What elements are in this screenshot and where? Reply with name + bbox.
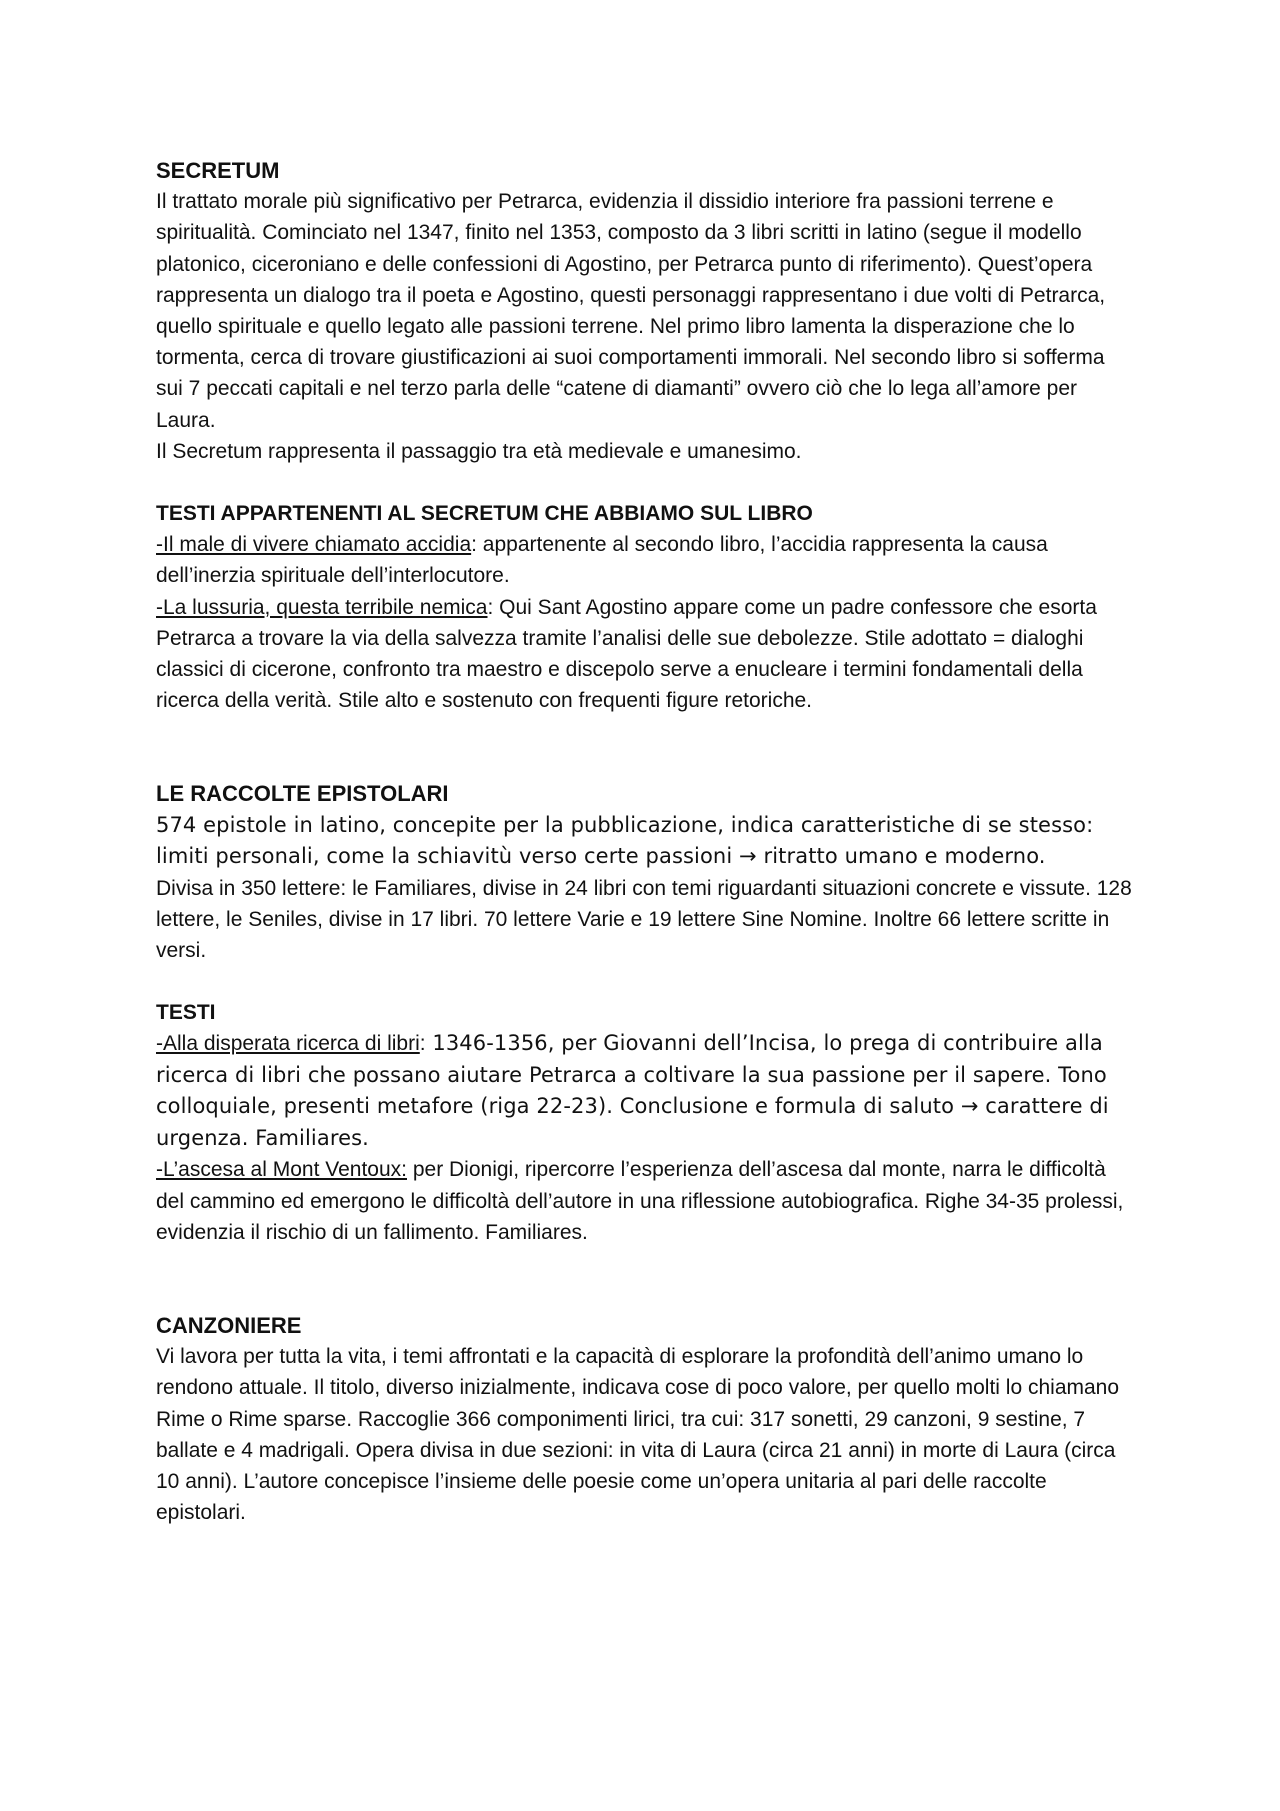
spacer: [156, 716, 1136, 778]
testi-secretum-item-2: [156, 592, 1136, 717]
section-epistolari: [156, 778, 1136, 966]
secretum-body: Il trattato morale più significativo per Petrarca, evidenzia il dissidio interiore fra passioni terrene e spiritualità. Cominciato nel 1347, finito nel 1353, composto da 3 libri scritti in latino (segue il modello platonico, ciceroniano e delle confessioni di Agostino, per Petrarca punto di riferimento). Quest’opera rappresenta un dialogo tra il poeta e Agostino, questi personaggi rappresentano i due volti di Petrarca, quello spirituale e quello legato alle passioni terrene. Nel primo libro lamenta la disperazione che lo tormenta, cerca di trovare giustificazioni ai suoi comportamenti immorali. Nel secondo libro si sofferma sui 7 peccati capitali e nel terzo parla delle “catene di diamanti” ovvero ciò che lo lega all’amore per Laura.: [156, 190, 1106, 432]
canzoniere-body: Vi lavora per tutta la vita, i temi affrontati e la capacità di esplorare la profondità dell’animo umano lo rendono attuale. Il titolo, diverso inizialmente, indicava cose di poco valore, per quello molti lo chiamano Rime o Rime sparse. Raccoglie 366 componimenti lirici, tra cui: 317 sonetti, 29 canzoni, 9 sestine, 7 ballate e 4 madrigali. Opera divisa in due sezioni: in vita di Laura (circa 21 anni) in morte di Laura (circa 10 anni). L’autore concepisce l’insieme delle poesie come un’opera unitaria al pari delle raccolte epistolari.: [156, 1345, 1120, 1525]
section-canzoniere: [156, 1310, 1136, 1528]
text-title-lussuria: -La lussuria, questa terribile nemica: [156, 595, 488, 619]
epistolari-intro: 574 epistole in latino, concepite per la pubblicazione, indica caratteristiche di se stesso: limiti personali, come la schiavitù verso certe passioni → ritratto umano e moderno.: [156, 812, 1094, 869]
section-title-secretum: SECRETUM: [156, 158, 280, 183]
text-title-ricerca-libri: -Alla disperata ricerca di libri: [156, 1032, 420, 1056]
epistolari-body: Divisa in 350 lettere: le Familiares, divise in 24 libri con temi riguardanti situazioni concrete e vissute. 128 lettere, le Seniles, divise in 17 libri. 70 lettere Varie e 19 lettere Sine Nomine. Inoltre 66 lettere scritte in versi.: [156, 876, 1132, 963]
text-title-accidia: -Il male di vivere chiamato accidia: [156, 533, 472, 557]
text-sep-ricerca-libri: :: [419, 1032, 426, 1056]
text-title-mont-ventoux: -L’ascesa al Mont Ventoux:: [156, 1158, 407, 1182]
section-secretum: [156, 155, 1136, 467]
section-title-canzoniere: CANZONIERE: [156, 1313, 302, 1339]
text-desc-mont-ventoux: per Dionigi, ripercorre l’esperienza dell’ascesa dal monte, narra le difficoltà del cammino ed emergono le difficoltà dell’autore in una riflessione autobiografica. Righe 34-35 prolessi, evidenzia il rischio di un fallimento. Familiares.: [156, 1158, 1124, 1244]
section-testi-secretum: [156, 498, 1136, 716]
testi-item-2: [156, 1154, 1136, 1248]
spacer: [156, 966, 1136, 997]
section-testi: [156, 997, 1136, 1248]
spacer: [156, 467, 1136, 498]
section-title-epistolari: LE RACCOLTE EPISTOLARI: [156, 781, 449, 807]
section-title-testi: TESTI: [156, 1001, 216, 1025]
text-desc-ricerca-libri: 1346-1356, per Giovanni dell’Incisa, lo prega di contribuire alla ricerca di libri che possano aiutare Petrarca a coltivare la sua passione per il sapere. Tono colloquiale, presenti metafore (riga 22-23). Conclusione e formula di saluto → carattere di urgenza. Familiares.: [156, 1031, 1109, 1150]
document-page: [156, 155, 1136, 1529]
section-title-testi-secretum: TESTI APPARTENENTI AL SECRETUM CHE ABBIAMO SUL LIBRO: [156, 502, 813, 526]
testi-secretum-item-1: [156, 529, 1136, 591]
text-desc-lussuria: : Qui Sant Agostino appare come un padre confessore che esorta Petrarca a trovare la via della salvezza tramite l’analisi delle sue debolezze. Stile adottato = dialoghi classici di cicerone, confronto tra maestro e discepolo serve a enucleare i termini fondamentali della ricerca della verità. Stile alto e sostenuto con frequenti figure retoriche.: [156, 595, 1097, 713]
spacer: [156, 1248, 1136, 1310]
secretum-closing: Il Secretum rappresenta il passaggio tra età medievale e umanesimo.: [156, 439, 802, 463]
testi-item-1: [156, 1028, 1136, 1154]
text-desc-accidia: : appartenente al secondo libro, l’accidia rappresenta la causa dell’inerzia spirituale dell’interlocutore.: [156, 533, 1048, 588]
